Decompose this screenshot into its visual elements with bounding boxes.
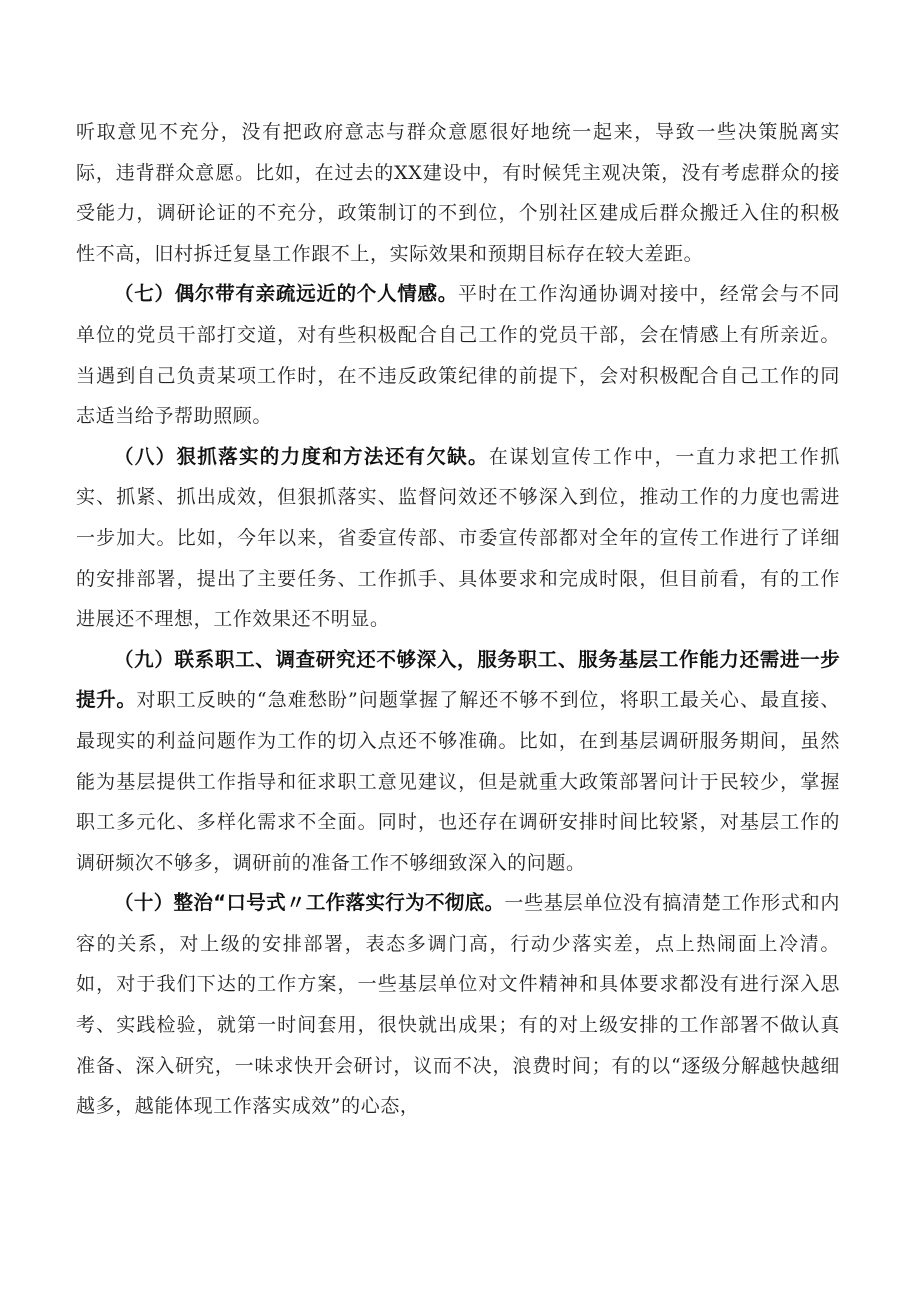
paragraph-section-10	[76, 883, 840, 1127]
paragraph-body: 听取意见不充分，没有把政府意志与群众意愿很好地统一起来，导致一些决策脱离实际，违背群众意愿。比如，在过去的XX建设中，有时候凭主观决策，没有考虑群众的接受能力，调研论证的不充分，政策制订的不到位，个别社区建成后群众搬迁入住的积极性不高，旧村拆迁复垦工作跟不上，实际效果和预期目标存在较大差距。	[76, 121, 840, 265]
paragraph-section-9	[76, 640, 840, 884]
section-heading-8: （八）狠抓落实的力度和方法还有欠缺。	[114, 444, 489, 468]
section-heading-9: （九）联系职工、调查研究还不够深入，服务职工、服务基层工作能力还需进一步提升。	[76, 647, 840, 712]
paragraph-body: 一些基层单位没有搞清楚工作形式和内容的关系，对上级的安排部署，表态多调门高，行动少落实差，点上热闹面上冷清。如，对于我们下达的工作方案，一些基层单位对文件精神和具体要求都没有进行深入思考、实践检验，就第一时间套用，很快就出成果；有的对上级安排的工作部署不做认真准备、深入研究，一味求快开会研讨，议而不决，浪费时间；有的以“逐级分解越快越细越多，越能体现工作落实成效”的心态，	[76, 892, 840, 1118]
paragraph-body: 在谋划宣传工作中，一直力求把工作抓实、抓紧、抓出成效，但狠抓落实、监督问效还不够深入到位，推动工作的力度也需进一步加大。比如，今年以来，省委宣传部、市委宣传部都对全年的宣传工作进行了详细的安排部署，提出了主要任务、工作抓手、具体要求和完成时限，但目前看，有的工作进展还不理想，工作效果还不明显。	[76, 445, 840, 631]
paragraph-continuation	[76, 112, 840, 274]
section-heading-10: （十）整治“口号式〃工作落实行为不彻底。	[114, 891, 505, 915]
paragraph-section-8	[76, 437, 840, 640]
paragraph-body: 对职工反映的“急难愁盼”问题掌握了解还不够不到位，将职工最关心、最直接、最现实的利益问题作为工作的切入点还不够准确。比如，在到基层调研服务期间，虽然能为基层提供工作指导和征求职工意见建议，但是就重大政策部署问计于民较少，掌握职工多元化、多样化需求不全面。同时，也还存在调研安排时间比较紧，对基层工作的调研频次不够多，调研前的准备工作不够细致深入的问题。	[76, 689, 840, 874]
paragraph-body: 平时在工作沟通协调对接中，经常会与不同单位的党员干部打交道，对有些积极配合自己工作的党员干部，会在情感上有所亲近。当遇到自己负责某项工作时，在不违反政策纪律的前提下，会对积极配合自己工作的同志适当给予帮助照顾。	[76, 283, 840, 428]
section-heading-7: （七）偶尔带有亲疏远近的个人情感。	[114, 282, 458, 306]
paragraph-section-7	[76, 274, 840, 436]
